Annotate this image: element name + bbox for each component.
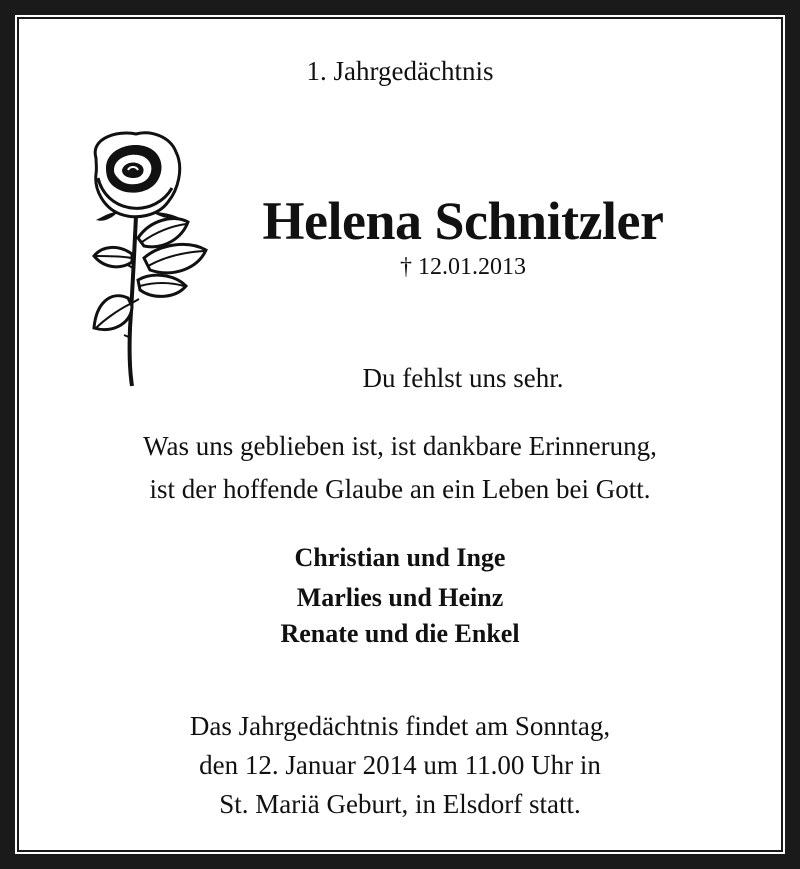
family-member: Marlies und Heinz — [296, 583, 504, 612]
verse-line: ist der hoffende Glaube an ein Leben bei Gott. — [149, 474, 651, 504]
death-date: † 12.01.2013 — [400, 254, 526, 280]
family-member: Christian und Inge — [294, 543, 506, 572]
anniversary-header: 1. Jahrgedächtnis — [306, 56, 494, 86]
service-info-line: den 12. Januar 2014 um 11.00 Uhr in — [199, 750, 601, 780]
rose-icon — [88, 128, 212, 388]
service-info-line: Das Jahrgedächtnis findet am Sonntag, — [189, 711, 611, 741]
family-member: Renate und die Enkel — [280, 619, 520, 648]
deceased-name: Helena Schnitzler — [262, 191, 664, 251]
service-info-line: St. Mariä Geburt, in Elsdorf statt. — [219, 789, 581, 819]
verse-line: Was uns geblieben ist, ist dankbare Erinnerung, — [143, 431, 657, 461]
motto-text: Du fehlst uns sehr. — [362, 363, 564, 393]
